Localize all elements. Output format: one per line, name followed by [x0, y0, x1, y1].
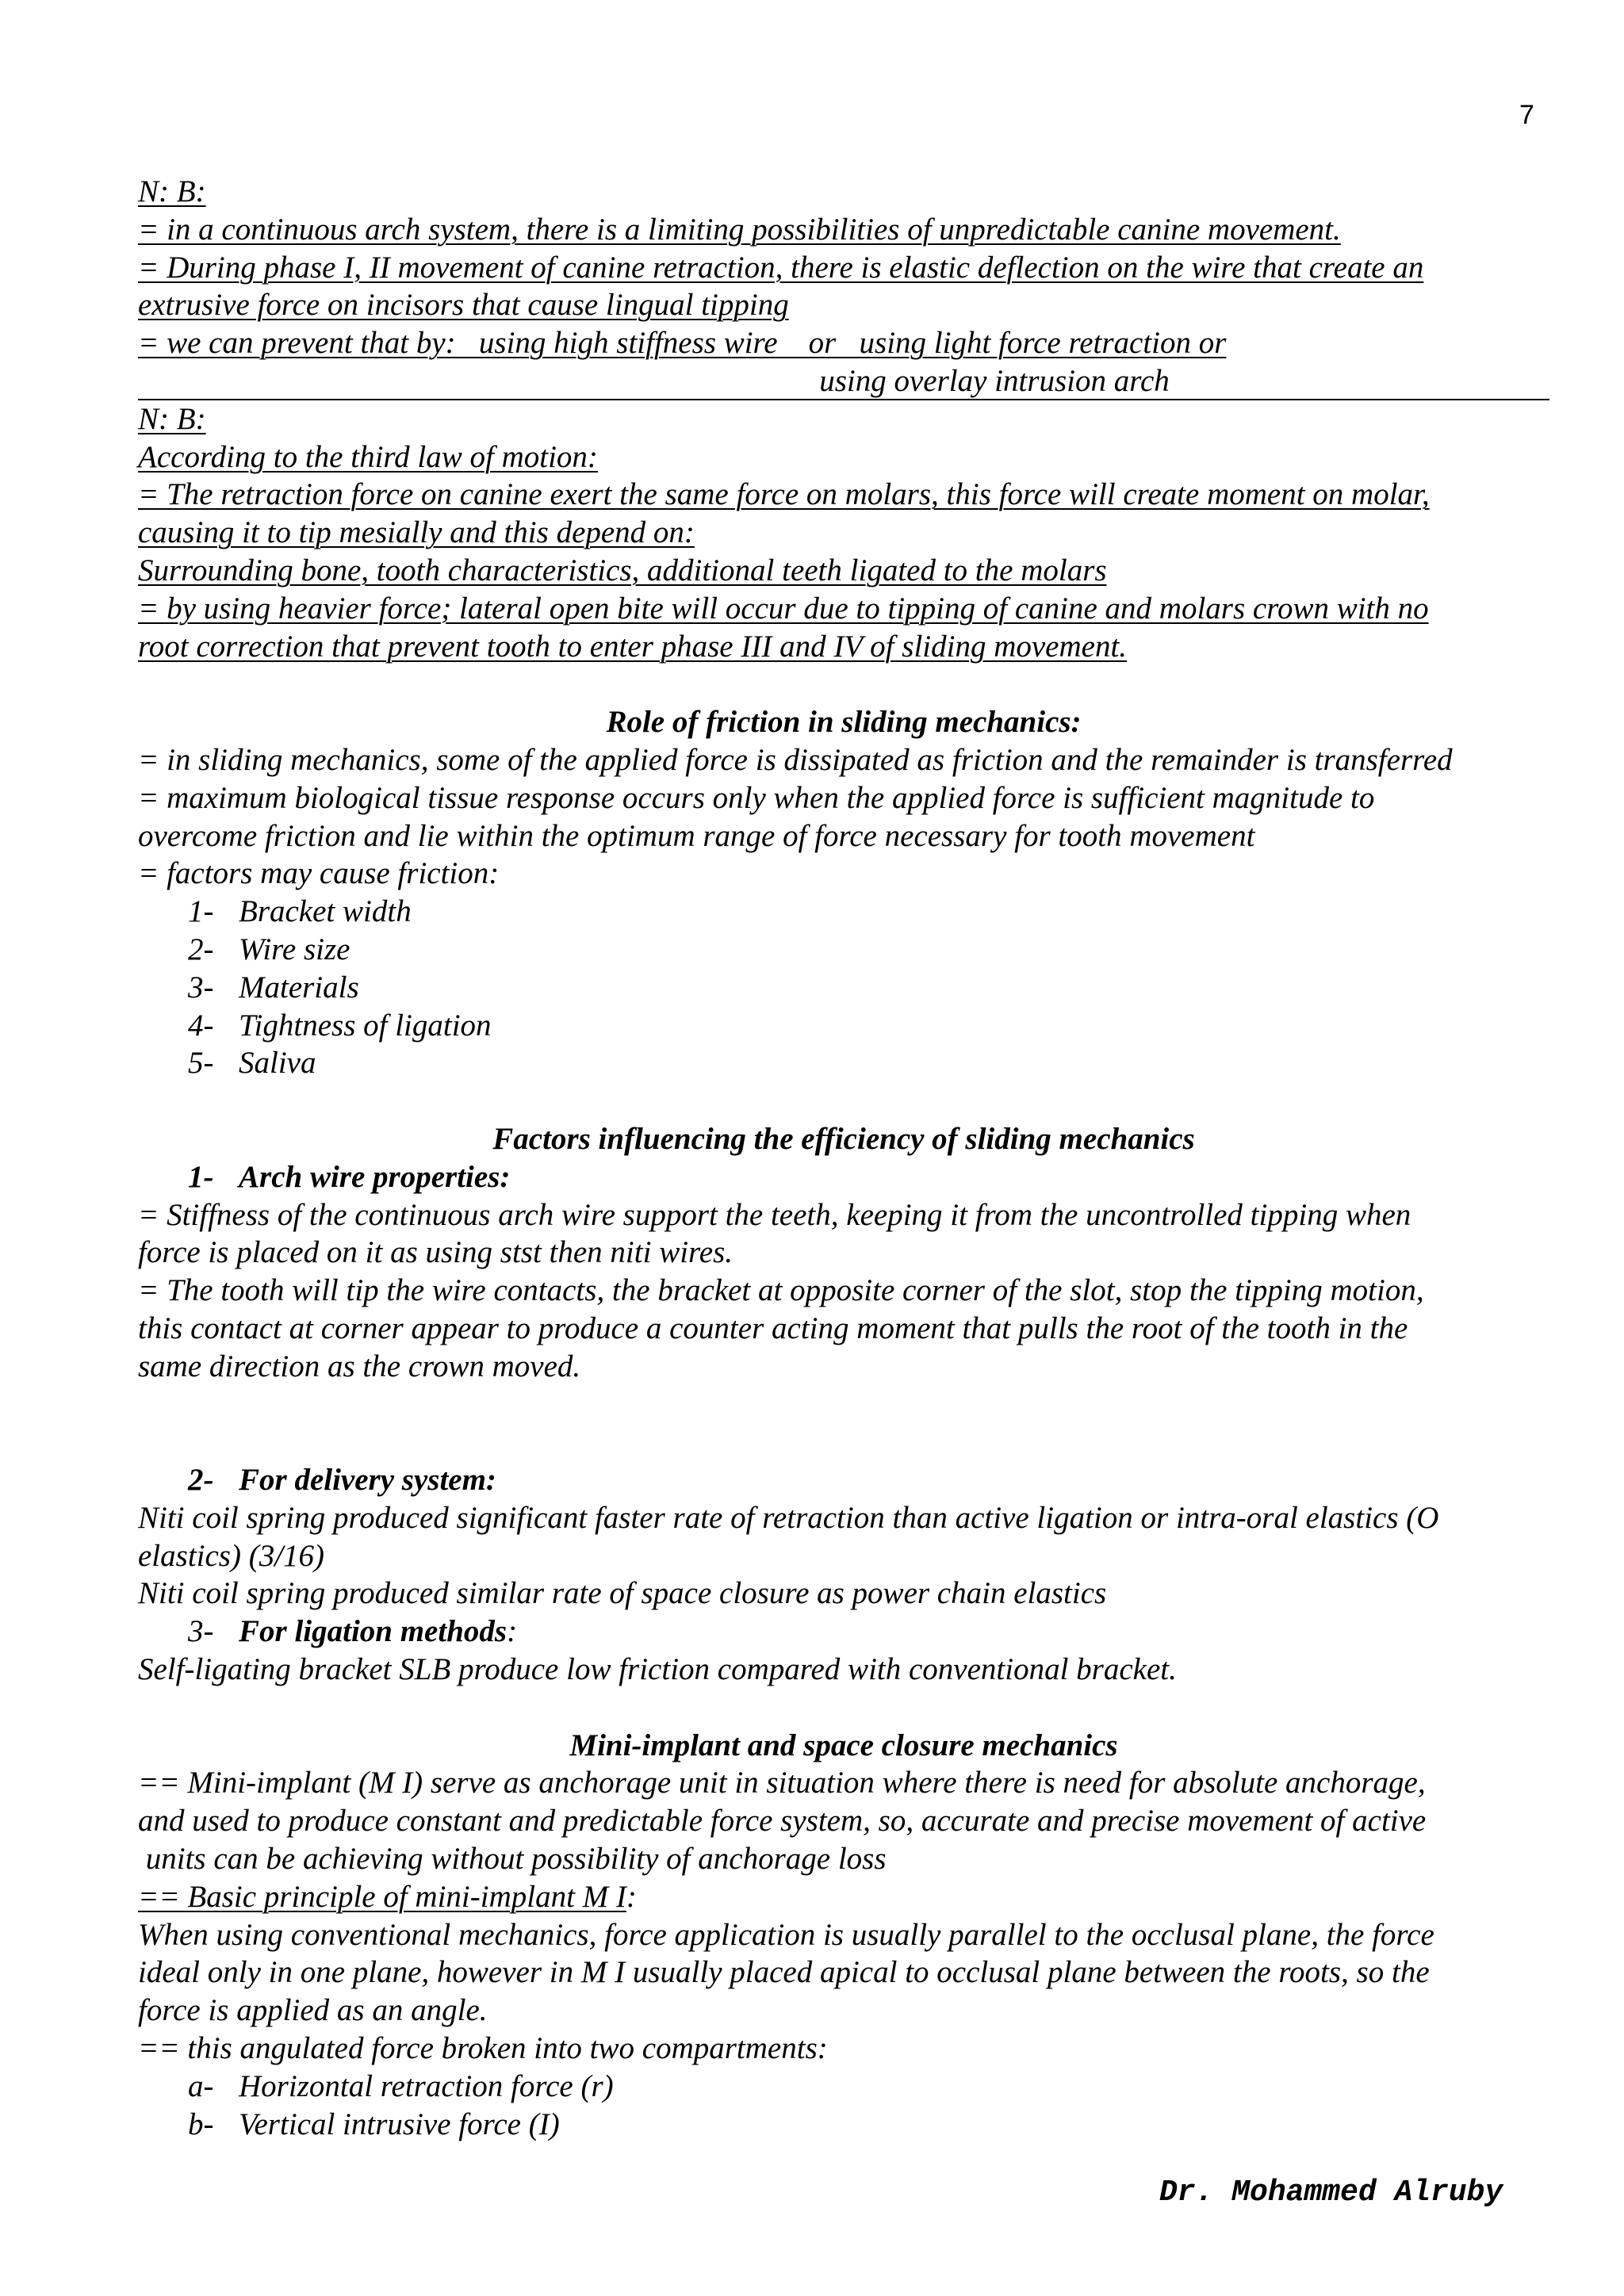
text-line: root correction that prevent tooth to enter phase III and IV of sliding movement. [138, 629, 1128, 664]
text-line: = During phase I, II movement of canine retraction, there is elastic deflection on the wire that create an [138, 250, 1424, 285]
text-line: extrusive force on incisors that cause lingual tipping [138, 288, 789, 323]
subsection-heading: 1- Arch wire properties: [188, 1159, 511, 1194]
text-line: = Stiffness of the continuous arch wire support the teeth, keeping it from the uncontrolled tipping when [138, 1197, 1411, 1232]
principle-label: == Basic principle of mini-implant M I: [138, 1879, 637, 1914]
list-item: 3- Materials [188, 970, 359, 1004]
text-line: force is placed on it as using stst then niti wires. [138, 1235, 733, 1270]
subsection-heading: 3- For ligation methods: [188, 1614, 518, 1649]
list-item: 5- Saliva [188, 1046, 316, 1081]
spacer [138, 1689, 1549, 1727]
nb-label: N: B: [138, 174, 206, 209]
text-line: = The tooth will tip the wire contacts, the bracket at opposite corner of the slot, stop the tipping motion, [138, 1273, 1424, 1308]
page-number: 7 [1519, 100, 1534, 130]
list-item: 2- Wire size [188, 932, 350, 966]
text-line: When using conventional mechanics, force application is usually parallel to the occlusal plane, the force [138, 1917, 1434, 1952]
text-line: units can be achieving without possibility of anchorage loss [138, 1842, 887, 1877]
section-heading: Role of friction in sliding mechanics: [606, 705, 1082, 740]
text-line: According to the third law of motion: [138, 439, 598, 474]
document-body [138, 173, 1549, 2143]
spacer [138, 1082, 1549, 1120]
text-line: and used to produce constant and predictable force system, so, accurate and precise movement of active [138, 1804, 1427, 1839]
text-line-centered: using overlay intrusion arch [138, 362, 1549, 400]
text-line: Niti coil spring produced significant faster rate of retraction than active ligation or intra-oral elastics (O [138, 1500, 1439, 1535]
text-line: == Mini-implant (M I) serve as anchorage unit in situation where there is need for absolute anchorage, [138, 1766, 1426, 1800]
text-line: = by using heavier force; lateral open bite will occur due to tipping of canine and molars crown with no [138, 591, 1429, 626]
text-line: causing it to tip mesially and this depend on: [138, 515, 695, 550]
list-item: 4- Tightness of ligation [188, 1008, 492, 1043]
text-line: this contact at corner appear to produce a counter acting moment that pulls the root of the tooth in the [138, 1311, 1408, 1345]
text-line: == this angulated force broken into two compartments: [138, 2031, 828, 2066]
subsection-heading: 2- For delivery system: [188, 1463, 496, 1498]
list-item: a- Horizontal retraction force (r) [188, 2068, 614, 2103]
text-line: Surrounding bone, tooth characteristics, additional teeth ligated to the molars [138, 553, 1107, 587]
spacer [138, 1386, 1549, 1462]
text-line: = we can prevent that by: using high stiffness wire or using light force retraction or [138, 326, 1227, 361]
text-line: = in a continuous arch system, there is a limiting possibilities of unpredictable canine movement. [138, 212, 1341, 247]
text-line: = factors may cause friction: [138, 856, 500, 891]
author-footer: Dr. Mohammed Alruby [1159, 2175, 1503, 2210]
text-line: = maximum biological tissue response occurs only when the applied force is sufficient magnitude to [138, 780, 1375, 815]
text-line: same direction as the crown moved. [138, 1349, 581, 1383]
text-line: overcome friction and lie within the optimum range of force necessary for tooth movement [138, 818, 1255, 853]
text-line: elastics) (3/16) [138, 1538, 325, 1573]
text-line: Self-ligating bracket SLB produce low friction compared with conventional bracket. [138, 1652, 1177, 1687]
text-line: = The retraction force on canine exert the same force on molars, this force will create moment on molar, [138, 477, 1430, 512]
section-heading: Factors influencing the efficiency of sliding mechanics [492, 1121, 1195, 1156]
nb-label: N: B: [138, 401, 206, 436]
text-line: force is applied as an angle. [138, 1993, 488, 2028]
list-item: 1- Bracket width [188, 894, 412, 929]
text-line: Niti coil spring produced similar rate of space closure as power chain elastics [138, 1576, 1107, 1611]
text-line: ideal only in one plane, however in M I usually placed apical to occlusal plane between the roots, so the [138, 1955, 1430, 1990]
text-line: = in sliding mechanics, some of the applied force is dissipated as friction and the remainder is transferred [138, 742, 1453, 777]
spacer [138, 665, 1549, 703]
section-heading: Mini-implant and space closure mechanics [569, 1728, 1118, 1762]
list-item: b- Vertical intrusive force (I) [188, 2107, 560, 2141]
